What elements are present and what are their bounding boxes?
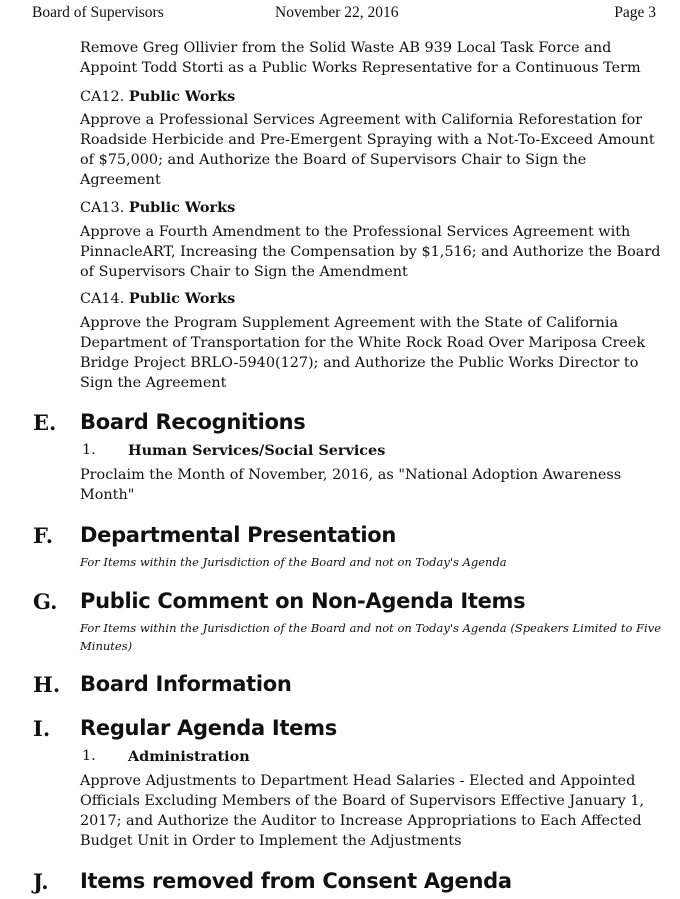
ca14-description: Approve the Program Supplement Agreement with the State of California Department of Transportation for the White Rock Road Over Mariposa Creek Bridge Project BRLO-5940(127); and Authorize the Public Works Director to Sign the Agreement [80, 315, 646, 391]
ca11-description: Remove Greg Ollivier from the Solid Waste AB 939 Local Task Force and Appoint Todd Storti as a Public Works Representative for a Continuous Term [80, 40, 641, 76]
ca13-department: Public Works [128, 199, 236, 216]
section-e-item-number: 1. [82, 442, 96, 458]
section-i-item-title: Administration [128, 748, 250, 765]
section-i-item-number: 1. [82, 748, 96, 764]
section-j-letter: J. [33, 869, 49, 894]
section-f-title: Departmental Presentation [80, 523, 397, 547]
ca13-code: CA13. [80, 200, 125, 216]
section-j-title: Items removed from Consent Agenda [80, 869, 512, 893]
section-i-title: Regular Agenda Items [80, 716, 337, 740]
header-board-name: Board of Supervisors [32, 4, 164, 21]
section-h-title: Board Information [80, 672, 292, 696]
section-g-letter: G. [33, 589, 58, 614]
header-date: November 22, 2016 [275, 4, 399, 21]
ca12-code: CA12. [80, 89, 125, 105]
section-e-title: Board Recognitions [80, 410, 306, 434]
section-f-letter: F. [33, 523, 54, 548]
section-f-note: For Items within the Jurisdiction of the Board and not on Today's Agenda [80, 555, 507, 569]
section-g-note: For Items within the Jurisdiction of the Board and not on Today's Agenda (Speakers Limited to Five Minutes) [80, 621, 662, 653]
section-e-item-title: Human Services/Social Services [128, 442, 386, 459]
section-g-title: Public Comment on Non-Agenda Items [80, 589, 526, 613]
ca14-code: CA14. [80, 291, 125, 307]
section-e-letter: E. [33, 410, 57, 435]
ca12-department: Public Works [128, 88, 236, 105]
ca14-heading [80, 290, 235, 307]
ca13-heading [80, 199, 235, 216]
section-e-item-description: Proclaim the Month of November, 2016, as "National Adoption Awareness Month" [80, 467, 622, 503]
ca12-heading [80, 88, 235, 105]
ca13-description: Approve a Fourth Amendment to the Professional Services Agreement with PinnacleART, Increasing the Compensation by $1,516; and Authorize the Board of Supervisors Chair to Sign the Amendment [80, 224, 661, 280]
section-h-letter: H. [33, 672, 61, 697]
ca14-department: Public Works [128, 290, 236, 307]
section-i-item-description: Approve Adjustments to Department Head Salaries - Elected and Appointed Officials Excluding Members of the Board of Supervisors Effective January 1, 2017; and Authorize the Auditor to Increase Appropriations to Each Affected Budget Unit in Order to Implement the Adjustments [80, 773, 645, 849]
header-page-number: Page 3 [614, 4, 656, 21]
section-i-letter: I. [33, 716, 51, 741]
ca12-description: Approve a Professional Services Agreement with California Reforestation for Roadside Herbicide and Pre-Emergent Spraying with a Not-To-Exceed Amount of $75,000; and Authorize the Board of Supervisors Chair to Sign the Agreement [80, 112, 655, 188]
